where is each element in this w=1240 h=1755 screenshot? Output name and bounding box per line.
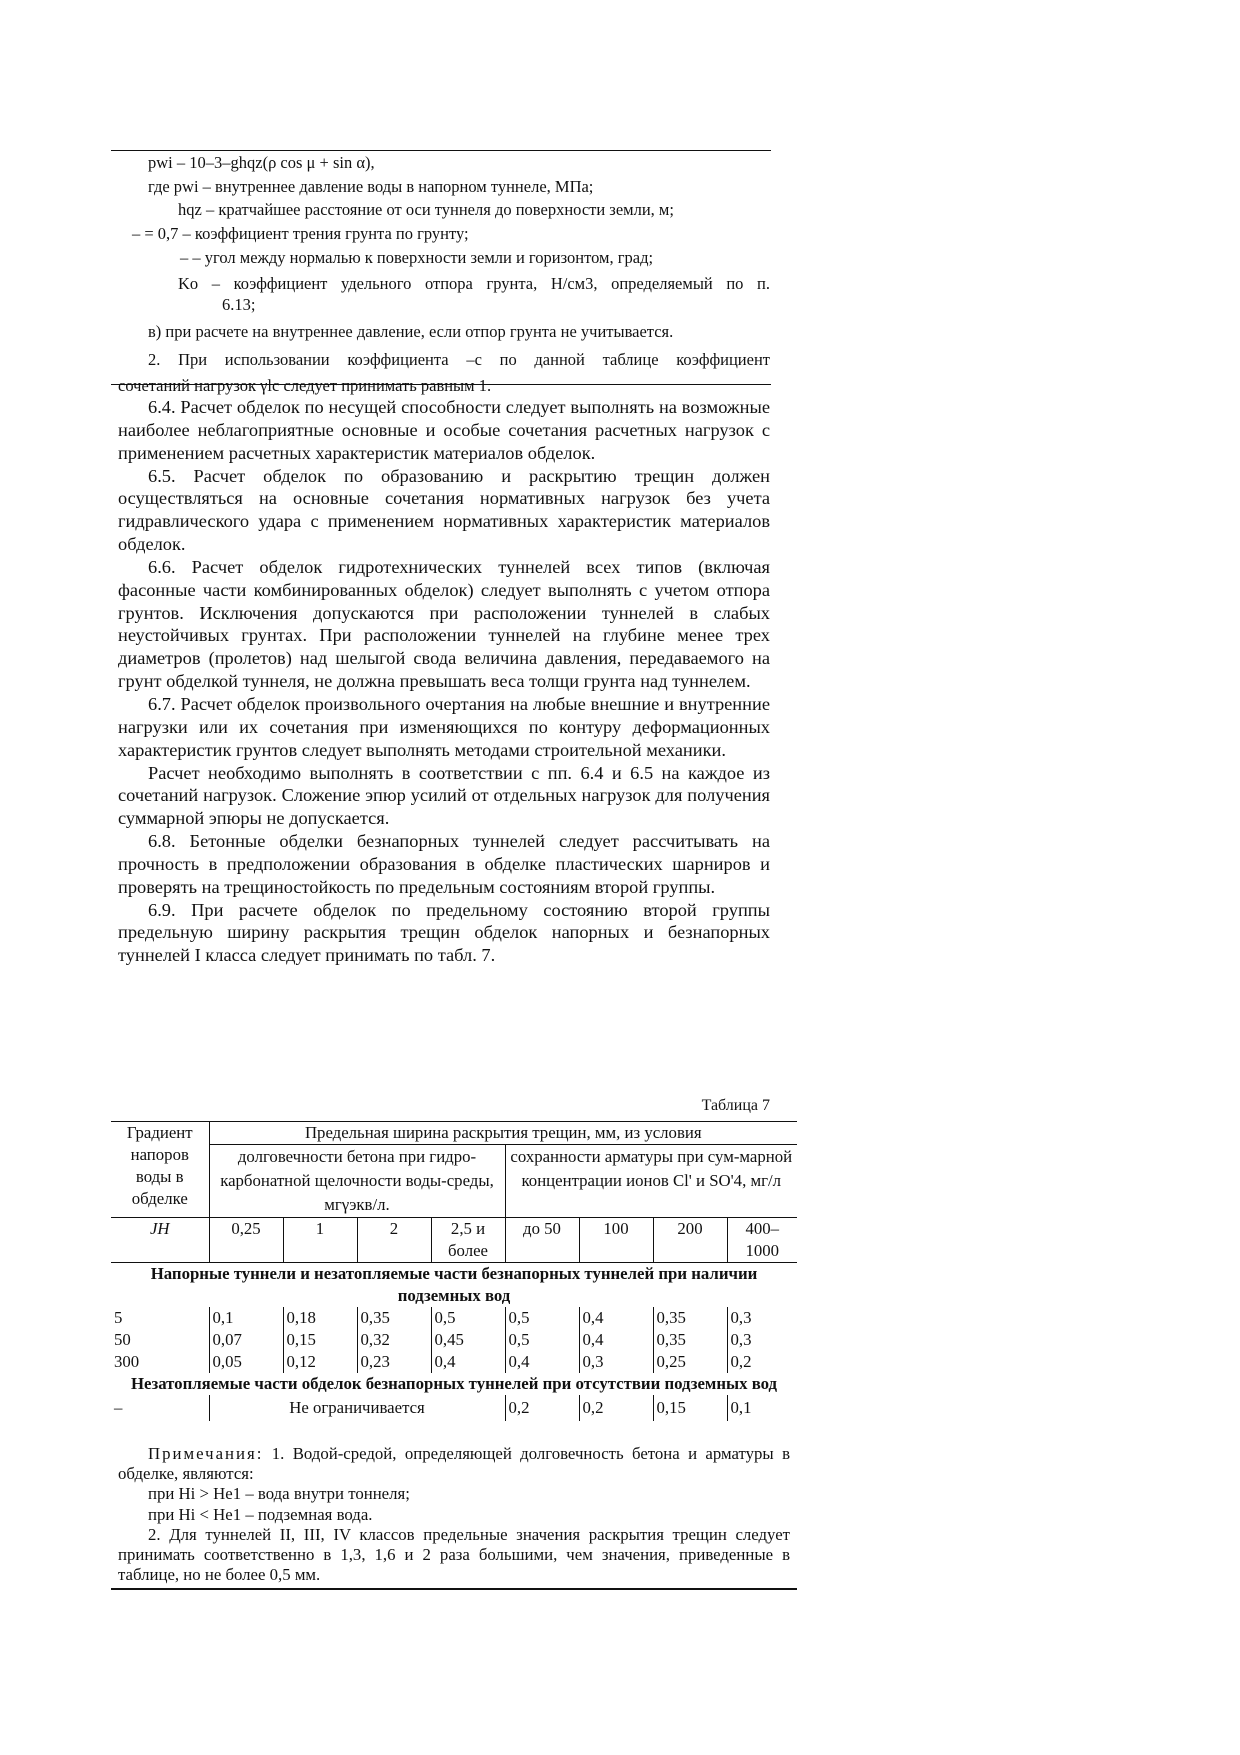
value-cell: 0,35 xyxy=(357,1307,431,1329)
note-2: 2. Для туннелей II, III, IV классов предельные значения раскрытия трещин следует принимать соответственно в 1,3, 1,6 и 2 раза большими, чем значения, приведенные в таблице, но не более 0,5 мм. xyxy=(118,1524,790,1585)
group1-header: долговечности бетона при гидро-карбонатной щелочности воды-среды, мгγэкв/л. xyxy=(209,1145,505,1218)
note-block xyxy=(118,151,770,398)
subheader-0: 0,25 xyxy=(209,1218,283,1263)
subheader-row xyxy=(111,1218,797,1263)
paragraph-6-9: 6.9. При расчете обделок по предельному состоянию второй группы предельную ширину раскрытия трещин обделок напорных и безнапорных туннелей I класса следует принимать по табл. 7. xyxy=(118,899,770,966)
note-line-7b: сочетаний нагрузок γlc следует принимать равным 1. xyxy=(118,376,492,396)
subheader-7: 400–1000 xyxy=(727,1218,797,1263)
value-cell: 0,35 xyxy=(653,1329,727,1351)
note-line-4: – – угол между нормалью к поверхности земли и горизонтом, град; xyxy=(180,247,654,267)
note-line-5b: 6.13; xyxy=(222,295,256,315)
note-line-6: в) при расчете на внутреннее давление, если отпор грунта не учитывается. xyxy=(148,321,674,341)
note-line-7a: 2. При использовании коэффициента –c по данной таблице коэффициент xyxy=(148,349,770,369)
value-cell: 0,35 xyxy=(653,1307,727,1329)
gradient-cell: 50 xyxy=(114,1330,131,1349)
value-cell: 0,18 xyxy=(283,1307,357,1329)
table-7 xyxy=(111,1121,797,1421)
value-cell: 0,5 xyxy=(431,1307,505,1329)
value-cell: 0,07 xyxy=(209,1329,283,1351)
table-row xyxy=(111,1395,797,1421)
value-cell: 0,15 xyxy=(653,1395,727,1421)
merged-cell: Не ограничивается xyxy=(209,1395,505,1421)
value-cell: 0,2 xyxy=(505,1395,579,1421)
section-1-row xyxy=(111,1263,797,1308)
gradient-cell: 5 xyxy=(114,1308,123,1327)
value-cell: 0,23 xyxy=(357,1351,431,1373)
value-cell: 0,1 xyxy=(209,1307,283,1329)
section-2-title: Незатопляемые части обделок безнапорных туннелей при отсутствии подземных вод xyxy=(130,1374,778,1393)
table-row xyxy=(111,1351,797,1373)
value-cell: 0,45 xyxy=(431,1329,505,1351)
value-cell: 0,4 xyxy=(431,1351,505,1373)
note-1 xyxy=(118,1444,790,1484)
value-cell: 0,4 xyxy=(579,1329,653,1351)
group2-header: сохранности арматуры при сум-марной концентрации ионов Cl' и SO'4, мг/л xyxy=(505,1145,797,1218)
gradient-cell: 300 xyxy=(114,1352,140,1371)
paragraph-6-5: 6.5. Расчет обделок по образованию и раскрытию трещин должен осуществляться на основные сочетания нормативных нагрузок без учета гидравлического удара с применением нормативных характеристик материалов обделок. xyxy=(118,465,770,555)
paragraph-6-8: 6.8. Бетонные обделки безнапорных туннелей следует рассчитывать на прочность в предположении образования в обделке пластических шарниров и проверять на трещиностойкость по предельным состояниям второй группы. xyxy=(118,831,770,897)
notes-bottom-rule xyxy=(111,1588,797,1590)
value-cell: 0,2 xyxy=(579,1395,653,1421)
note-1-text: 1. Водой-средой, определяющей долговечность бетона и арматуры в обделке, являются: xyxy=(118,1444,790,1484)
value-cell: 0,4 xyxy=(579,1307,653,1329)
subheader-5: 100 xyxy=(579,1218,653,1263)
table-notes xyxy=(118,1444,790,1585)
gradient-symbol: JH xyxy=(111,1218,209,1263)
gradient-cell: – xyxy=(114,1398,123,1417)
value-cell: 0,05 xyxy=(209,1351,283,1373)
table-row xyxy=(111,1329,797,1351)
paragraph-6-7: 6.7. Расчет обделок произвольного очертания на любые внешние и внутренние нагрузки или их сочетания при изменяющихся по контуру деформационных характеристик грунтов следует выполнять методами строительной механики. xyxy=(118,693,770,760)
section-1-title: Напорные туннели и незатопляемые части безнапорных туннелей при наличии подземных вод xyxy=(150,1264,758,1305)
value-cell: 0,32 xyxy=(357,1329,431,1351)
gradient-header: Градиент напоров воды в обделке xyxy=(111,1122,209,1218)
subheader-4: до 50 xyxy=(505,1218,579,1263)
table-caption: Таблица 7 xyxy=(701,1097,770,1114)
body-text xyxy=(118,396,770,967)
value-cell: 0,2 xyxy=(727,1351,797,1373)
note-line-1: где pwi – внутреннее давление воды в напорном туннеле, МПа; xyxy=(148,176,594,196)
note-line-2: hqz – кратчайшее расстояние от оси туннеля до поверхности земли, м; xyxy=(178,200,674,220)
subheader-3: 2,5 и более xyxy=(431,1218,505,1263)
value-cell: 0,4 xyxy=(505,1351,579,1373)
notes-label: Примечания: xyxy=(148,1444,264,1463)
paragraph-6-4: 6.4. Расчет обделок по несущей способности следует выполнять на возможные наиболее неблагоприятные основные и особые сочетания расчетных нагрузок с применением расчетных характеристик материалов обделок. xyxy=(118,397,770,463)
value-cell: 0,3 xyxy=(727,1329,797,1351)
header-row-1 xyxy=(111,1122,797,1145)
value-cell: 0,25 xyxy=(653,1351,727,1373)
note-line-3: – = 0,7 – коэффициент трения грунта по грунту; xyxy=(132,224,469,244)
subheader-1: 1 xyxy=(283,1218,357,1263)
subheader-2: 2 xyxy=(357,1218,431,1263)
value-cell: 0,12 xyxy=(283,1351,357,1373)
value-cell: 0,15 xyxy=(283,1329,357,1351)
value-cell: 0,1 xyxy=(727,1395,797,1421)
value-cell: 0,5 xyxy=(505,1329,579,1351)
note-1a: при Hi > He1 – вода внутри тоннеля; xyxy=(148,1484,410,1504)
header-row-2 xyxy=(111,1145,797,1218)
section-2-row xyxy=(111,1373,797,1395)
paragraph-calc: Расчет необходимо выполнять в соответствии с пп. 6.4 и 6.5 на каждое из сочетаний нагрузок. Сложение эпюр усилий от отдельных нагрузок для получения суммарной эпюры не допускается. xyxy=(118,762,770,829)
formula-line: pwi – 10–3–ghqz(ρ cos μ + sin α), xyxy=(148,153,375,172)
value-cell: 0,5 xyxy=(505,1307,579,1329)
value-cell: 0,3 xyxy=(727,1307,797,1329)
main-header: Предельная ширина раскрытия трещин, мм, из условия xyxy=(209,1122,797,1145)
subheader-6: 200 xyxy=(653,1218,727,1263)
note-line-5a: Ko – коэффициент удельного отпора грунта, Н/см3, определяемый по п. xyxy=(178,273,770,293)
note-1b: при Hi < He1 – подземная вода. xyxy=(148,1504,373,1524)
paragraph-6-6: 6.6. Расчет обделок гидротехнических туннелей всех типов (включая фасонные части комбинированных обделок) следует выполнять с учетом отпора грунтов. Исключения допускаются при расположении туннелей в слабых неустойчивых грунтах. При расположении туннелей на глубине менее трех диаметров (пролетов) над шелыгой свода величина давления, передаваемого на грунт обделкой туннеля, не должна превышать веса толщи грунта над туннелем. xyxy=(118,556,770,692)
table-row xyxy=(111,1307,797,1329)
value-cell: 0,3 xyxy=(579,1351,653,1373)
